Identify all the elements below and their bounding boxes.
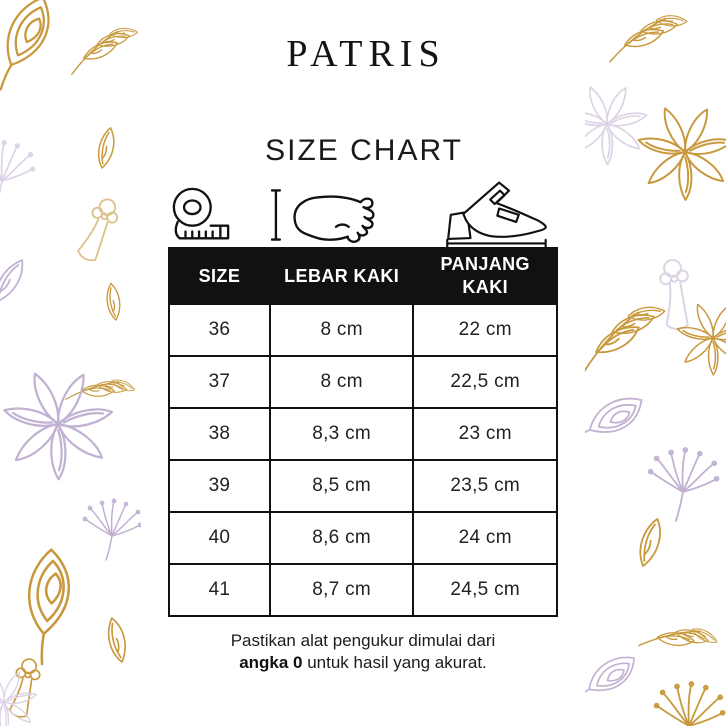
cell-size: 39	[169, 460, 270, 512]
cell-length: 24,5 cm	[413, 564, 557, 616]
table-row	[169, 304, 557, 356]
size-table-header	[169, 248, 557, 304]
footnote-line1: Pastikan alat pengukur dimulai dari	[230, 630, 496, 650]
col-lebar-kaki: LEBAR KAKI	[270, 248, 414, 304]
foot-length-icon	[271, 183, 397, 247]
cell-size: 36	[169, 304, 270, 356]
size-table	[168, 247, 558, 617]
table-row	[169, 564, 557, 616]
cell-length: 24 cm	[413, 512, 557, 564]
cell-width: 8,3 cm	[270, 408, 414, 460]
table-row	[169, 460, 557, 512]
right-floral-border	[585, 0, 726, 726]
cell-size: 41	[169, 564, 270, 616]
table-row	[169, 356, 557, 408]
cell-length: 23 cm	[413, 408, 557, 460]
heeled-shoe-icon	[434, 179, 558, 247]
col-panjang-kaki: PANJANG KAKI	[413, 248, 557, 304]
measurement-icons	[168, 179, 558, 247]
cell-length: 22,5 cm	[413, 356, 557, 408]
table-row	[169, 512, 557, 564]
cell-size: 38	[169, 408, 270, 460]
cell-length: 23,5 cm	[413, 460, 557, 512]
col-size: SIZE	[169, 248, 270, 304]
page-title: SIZE CHART	[265, 133, 463, 167]
cell-length: 22 cm	[413, 304, 557, 356]
left-floral-border	[0, 0, 141, 726]
cell-width: 8,7 cm	[270, 564, 414, 616]
brand-logo: PATRIS	[286, 33, 446, 75]
measuring-tape-icon	[168, 185, 234, 247]
floral-motifs	[0, 0, 141, 726]
cell-width: 8 cm	[270, 304, 414, 356]
footnote	[231, 630, 496, 675]
cell-size: 37	[169, 356, 270, 408]
footnote-line2: untuk hasil yang akurat.	[302, 653, 487, 673]
center-panel	[141, 0, 585, 726]
table-row	[169, 408, 557, 460]
footnote-bold: angka 0	[239, 653, 303, 673]
cell-width: 8,5 cm	[270, 460, 414, 512]
floral-motifs	[585, 0, 726, 726]
cell-width: 8,6 cm	[270, 512, 414, 564]
cell-size: 40	[169, 512, 270, 564]
cell-width: 8 cm	[270, 356, 414, 408]
